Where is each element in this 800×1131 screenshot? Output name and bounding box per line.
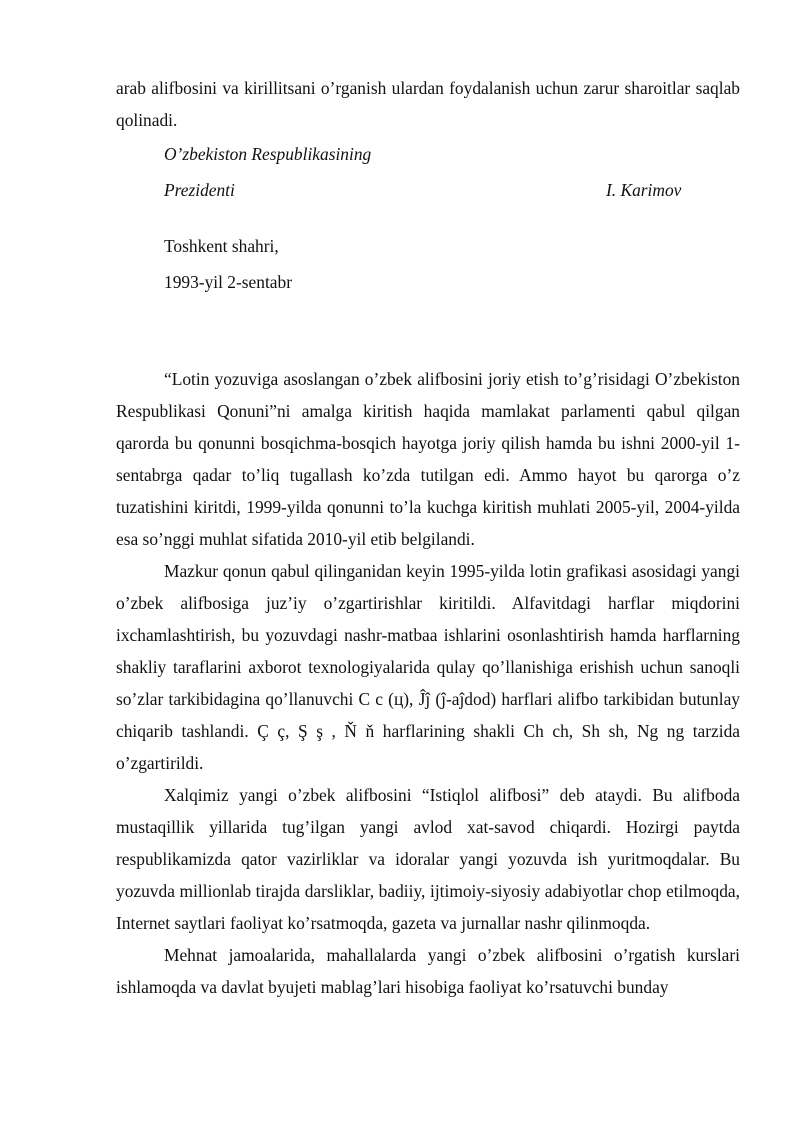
paragraph-4: Mehnat jamoalarida, mahallalarda yangi o’zbek alifbosini o’rgatish kurslari ishlamoqda va davlat byujeti mablag’lari hisobiga faoliyat ko’rsatuvchi bunday [116, 945, 740, 997]
body-text [116, 363, 740, 1003]
date-line: 1993-yil 2-sentabr [164, 272, 292, 292]
signature-title-line: Prezidenti [164, 180, 235, 200]
intro-text: arab alifbosini va kirillitsani o’rganish ulardan foydalanish uchun zarur sharoitlar saqlab qolinadi. [116, 78, 740, 130]
signature-org-line: O’zbekiston Respublikasining [164, 144, 372, 164]
paragraph-1: “Lotin yozuviga asoslangan o’zbek alifbosini joriy etish to’g’risidagi O’zbekiston Respublikasi Qonuni”ni amalga kiritish haqida mamlakat parlamenti qabul qilgan qarorda bu qonunni bosqichma-bosqich hayotga joriy qilish hamda bu ishni 2000-yil 1-sentabrga qadar to’liq tugallash ko’zda tutilgan edi. Ammo hayot bu qarorga o’z tuzatishini kiritdi, 1999-yilda qonunni to’la kuchga kiritish muhlati 2005-yil, 2004-yilda esa so’nggi muhlat sifatida 2010-yil etib belgilandi. [116, 369, 740, 549]
paragraph-3: Xalqimiz yangi o’zbek alifbosini “Istiqlol alifbosi” deb ataydi. Bu alifboda mustaqillik yillarida tug’ilgan yangi avlod xat-savod chiqardi. Hozirgi paytda respublikamizda qator vazirliklar va idoralar yangi yozuvda ish yuritmoqdalar. Bu yozuvda millionlab tirajda darsliklar, badiiy, ijtimoiy-siyosiy adabiyotlar chop etilmoqda, Internet saytlari faoliyat ko’rsatmoqda, gazeta va jurnallar nashr qilinmoqda. [116, 785, 740, 933]
paragraph-2: Mazkur qonun qabul qilinganidan keyin 1995-yilda lotin grafikasi asosidagi yangi o’zbek alifbosiga juz’iy o’zgartirishlar kiritildi. Alfavitdagi harflar miqdorini ixchamlashtirish, bu yozuvdagi nashr-matbaa ishlarini osonlashtirish hamda harflarning shakliy taraflarini axborot texnologiyalarida qulay qo’llanishiga erishish uchun sanoqli so’zlar tarkibidagina qo’llanuvchi C c (ц), Ĵĵ (ĵ-aĵdod) harflari alifbo tarkibidan butunlay chiqarib tashlandi. Ç ç, Ş ş , Ň ň harflarining shakli Ch ch, Sh sh, Ng ng tarzida o’zgartirildi. [116, 561, 740, 773]
place-line: Toshkent shahri, [164, 236, 279, 256]
signature-name: I. Karimov [606, 180, 682, 200]
